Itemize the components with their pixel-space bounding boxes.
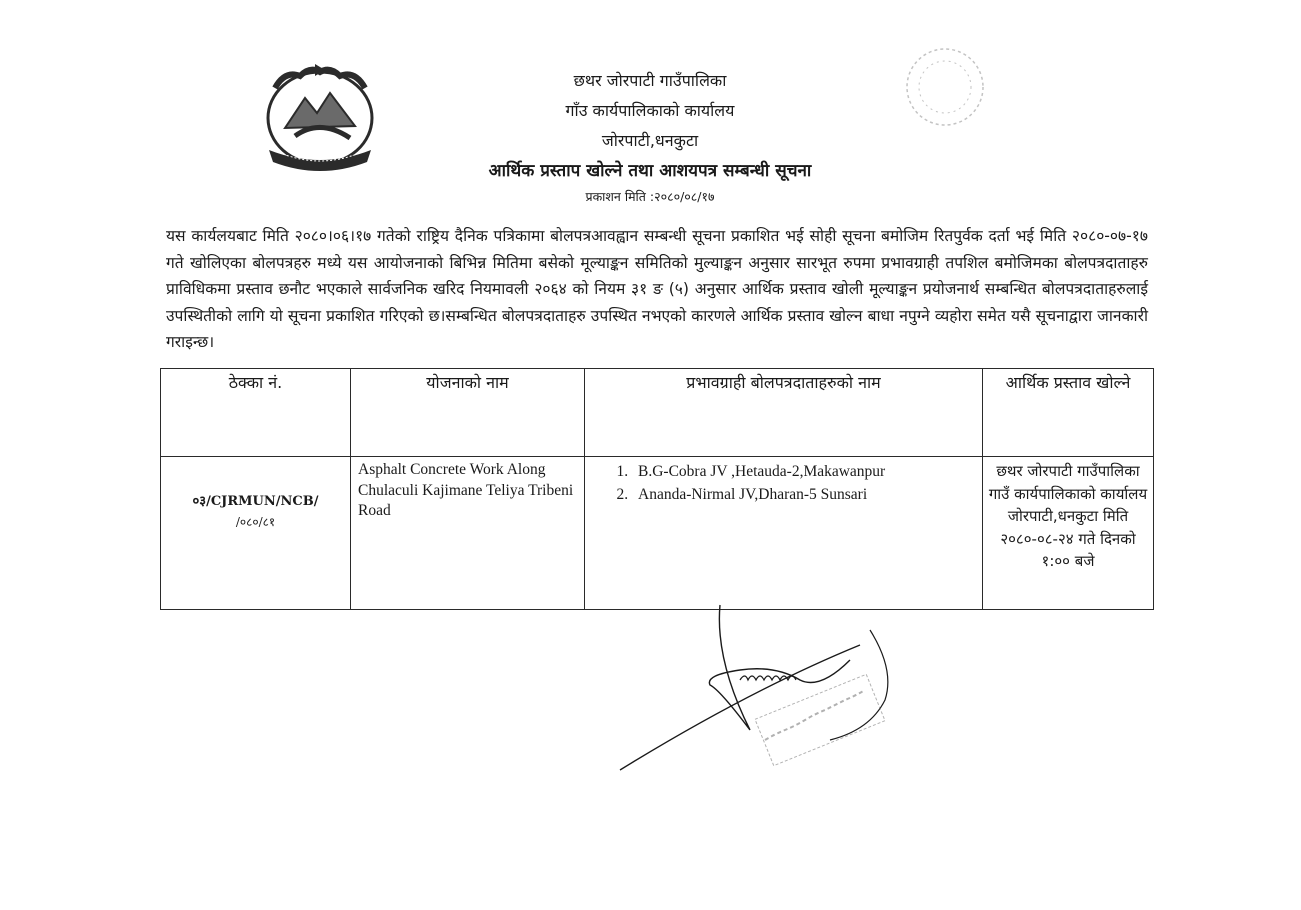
office-header: [400, 66, 900, 208]
contract-cell: [161, 457, 351, 610]
bid-table: [160, 368, 1154, 610]
office-address: जोरपाटी,धनकुटा: [601, 131, 699, 150]
header-project-name: योजनाको नाम: [351, 369, 585, 457]
contract-year: /०८०/८१: [235, 515, 276, 529]
project-name: Asphalt Concrete Work Along Chulaculi Kajimane Teliya Tribeni Road: [358, 461, 574, 519]
nepal-emblem-icon: [255, 58, 385, 176]
opening-cell: [983, 457, 1154, 610]
municipality-name: छथर जोरपाटी गाउँपालिका: [573, 71, 727, 90]
opening-details: छथर जोरपाटी गाउँपालिका गाउँ कार्यपालिकाको कार्यालय जोरपाटी,धनकुटा मिति २०८०-०८-२४ गते दिनको १:०० बजे: [988, 462, 1148, 570]
official-stamp-icon: [900, 40, 990, 135]
list-item: 2. Ananda-Nirmal JV,Dharan-5 Sunsari: [632, 483, 981, 506]
header-opening: आर्थिक प्रस्ताव खोल्ने: [983, 369, 1154, 457]
notice-title: आर्थिक प्रस्ताप खोल्ने तथा आशयपत्र सम्बन्धी सूचना: [488, 161, 812, 181]
signature-icon: [600, 600, 900, 780]
bidders-cell: [585, 457, 983, 610]
office-name: गाँउ कार्यपालिकाको कार्यालय: [565, 101, 735, 120]
table-row: [161, 457, 1154, 610]
list-item: 1. B.G-Cobra JV ,Hetauda-2,Makawanpur: [632, 460, 981, 483]
header-bidders: प्रभावग्राही बोलपत्रदाताहरुको नाम: [585, 369, 983, 457]
bidders-list: [586, 460, 981, 506]
notice-paragraph: यस कार्यलयबाट मिति २०८०।०६।१७ गतेको राष्ट्रिय दैनिक पत्रिकामा बोलपत्रआवह्वान सम्बन्धी सूचना प्रकाशित भई सोही सूचना बमोजिम रितपुर्वक दर्ता भई मिति २०८०-०७-१७ गते खोलिएका बोलपत्रहरु मध्ये यस आयोजनाको बिभिन्न मितिमा बसेको मूल्याङ्कन समितिको मुल्याङ्कन अनुसार सारभूत रुपमा प्रभावग्राही तपशिल बमोजिमका बोलपत्रदाताहरु प्राविधिकमा प्रस्ताव छनौट भएकाले सार्वजनिक खरिद नियमावली २०६४ को नियम ३१ ङ (५) अनुसार आर्थिक प्रस्ताव खोली मूल्याङ्कन प्रयोजनार्थ सम्बन्धित बोलपत्रदाताहरुलाई उपस्थितीको लागि यो सूचना प्रकाशित गरिएको छ।सम्बन्धित बोलपत्रदाताहरु उपस्थित नभएको कारणले आर्थिक प्रस्ताव खोल्न बाधा नपुग्ने व्यहोरा समेत यसै सूचनाद्वारा जानकारी गराइन्छ।: [166, 227, 1148, 351]
contract-number: ०३/CJRMUN/NCB/: [192, 494, 319, 509]
project-cell: [351, 457, 585, 610]
header-contract-no: ठेक्का नं.: [161, 369, 351, 457]
table-header-row: [161, 369, 1154, 457]
publish-date: प्रकाशन मिति :२०८०/०८/१७: [585, 189, 715, 204]
